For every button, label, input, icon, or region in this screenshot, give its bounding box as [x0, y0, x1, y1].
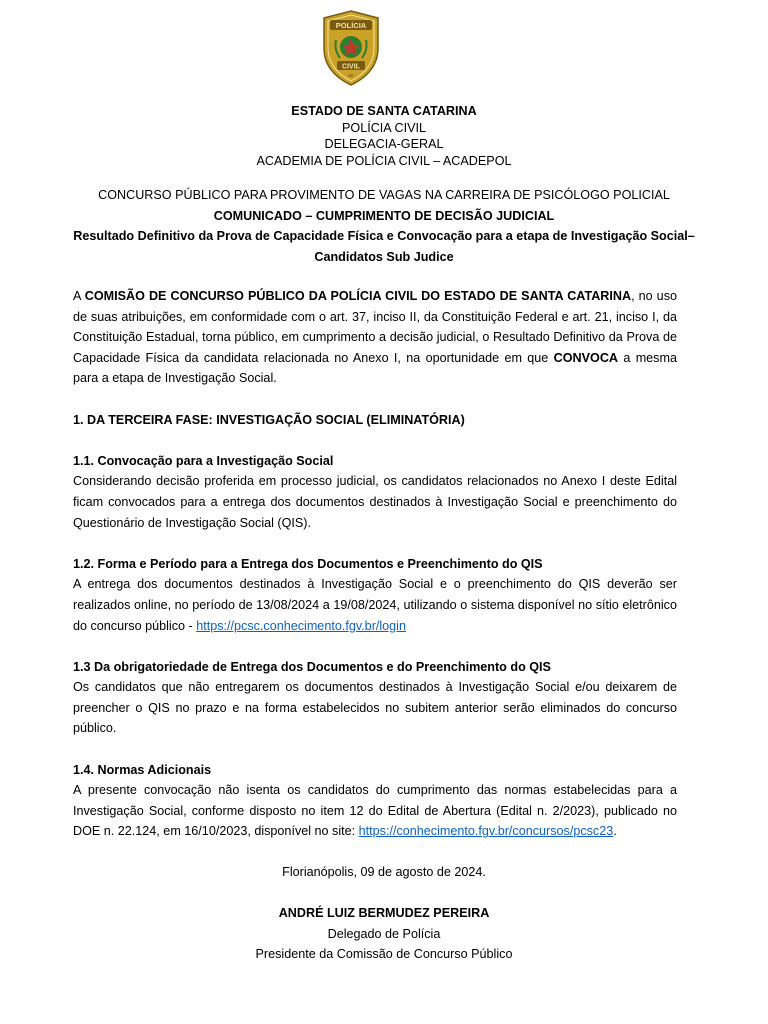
document-header — [60, 103, 708, 169]
commission-name: COMISÃO DE CONCURSO PÚBLICO DA POLÍCIA CIVIL DO ESTADO DE SANTA CATARINA — [84, 289, 632, 303]
place-date: Florianópolis, 09 de agosto de 2024. — [282, 865, 486, 879]
header-police: POLÍCIA CIVIL — [342, 120, 426, 135]
document-body — [73, 286, 677, 842]
title-block — [60, 185, 708, 267]
section-1-2-text: A entrega dos documentos destinados à Investigação Social e o preenchimento do QIS deverão ser realizados online, no período de 13/08/2024 a 19/08/2024, utilizando o sistema disponível no sítio eletrônico do concurso público - https://pcsc.conhecimento.fgv.br/login — [73, 577, 677, 633]
login-link[interactable]: https://pcsc.conhecimento.fgv.br/login — [196, 618, 406, 633]
section-1-4-title: 1.4. Normas Adicionais — [73, 762, 212, 777]
badge-top-text: POLÍCIA — [335, 21, 367, 30]
section-1-3-text: Os candidatos que não entregarem os documentos destinados à Investigação Social e/ou deixarem de preencher o QIS no prazo e na forma estabelecidos no subitem anterior serão eliminados do concurso público. — [73, 680, 677, 736]
convoca-word: CONVOCA — [553, 350, 619, 365]
header-delegacia: DELEGACIA-GERAL — [324, 137, 444, 151]
header-state: ESTADO DE SANTA CATARINA — [291, 104, 477, 118]
badge-bottom-text: CIVIL — [342, 63, 360, 71]
section-1-4-text: A presente convocação não isenta os candidatos do cumprimento das normas estabelecidas para a Investigação Social, conforme disposto no item 12 do Edital de Abertura (Edital n. 2/2023), publicado no DOE n. 22.124, em 16/10/2023, disponível no site: https://conhecimento.fgv.br/concursos/pcsc23. — [73, 783, 677, 839]
comunicado-title: COMUNICADO – CUMPRIMENTO DE DECISÃO JUDICIAL — [213, 208, 555, 223]
badge-small-text: SC — [348, 73, 354, 78]
intro-paragraph: A COMISÃO DE CONCURSO PÚBLICO DA POLÍCIA CIVIL DO ESTADO DE SANTA CATARINA, no uso de suas atribuições, em conformidade com o art. 37, inciso II, da Constituição Federal e art. 21, inciso I, da Constituição Estadual, torna público, em cumprimento a decisão judicial, o Resultado Definitivo da Prova de Capacidade Física da candidata relacionada no Anexo I, na oportunidade em que CONVOCA a mesma para a etapa de Investigação Social. — [73, 289, 677, 386]
section-1-1-text: Considerando decisão proferida em processo judicial, os candidatos relacionados no Anexo I deste Edital ficam convocados para a entrega dos documentos destinados à Investigação Social e preenchimento do Questionário de Investigação Social (QIS). — [73, 474, 677, 530]
section-1-2-title: 1.2. Forma e Período para a Entrega dos Documentos e Preenchimento do QIS — [73, 556, 543, 571]
signatory-name: ANDRÉ LUIZ BERMUDEZ PEREIRA — [278, 906, 490, 921]
policia-civil-badge-logo — [320, 10, 382, 86]
section-1-title: 1. DA TERCEIRA FASE: INVESTIGAÇÃO SOCIAL (ELIMINATÓRIA) — [73, 412, 465, 427]
signatory-role: Delegado de Polícia — [327, 926, 441, 941]
signature-block — [60, 862, 708, 965]
section-1-3-title: 1.3 Da obrigatoriedade de Entrega dos Documentos e do Preenchimento do QIS — [73, 659, 551, 674]
result-title: Resultado Definitivo da Prova de Capacidade Física e Convocação para a etapa de Investigação Social– — [73, 229, 695, 243]
section-1-1-title: 1.1. Convocação para a Investigação Social — [73, 453, 334, 468]
contest-title: CONCURSO PÚBLICO PARA PROVIMENTO DE VAGAS NA CARREIRA DE PSICÓLOGO POLICIAL — [98, 188, 670, 202]
header-academia: ACADEMIA DE POLÍCIA CIVIL – ACADEPOL — [256, 153, 512, 168]
concurso-link[interactable]: https://conhecimento.fgv.br/concursos/pcsc23 — [358, 824, 614, 839]
result-title-line2: Candidatos Sub Judice — [314, 249, 454, 264]
signatory-position: Presidente da Comissão de Concurso Público — [255, 947, 513, 962]
